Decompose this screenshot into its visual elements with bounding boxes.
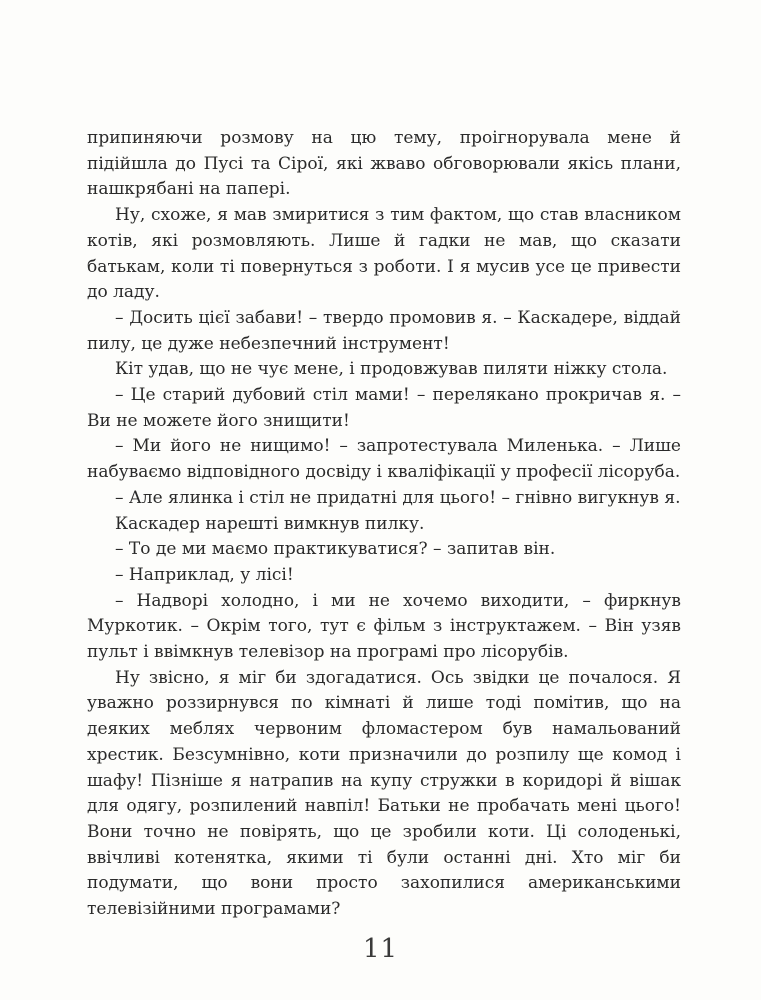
page-number: 11 [362,934,399,964]
paragraph-10: – Наприклад, у лісі! [115,564,294,585]
paragraph-2: Ну, схоже, я мав змиритися з тим фактом, що став власником котів, які розмовляють. Лише й гадки не мав, що сказати батькам, коли ті повернуться з роботи. І я мусив усе це привести до ладу. [87,205,681,303]
paragraph-5: – Це старий дубовий стіл мами! – перелякано прокричав я. – Ви не можете його знищити! [87,385,681,431]
paragraph-9: – То де ми маємо практикуватися? – запитав він. [115,539,556,560]
paragraph-4: Кіт удав, що не чує мене, і продовжував пиляти ніжку стола. [115,359,668,380]
paragraph-3: – Досить цієї забави! – твердо промовив я. – Каскадере, віддай пилу, це дуже небезпечний інструмент! [87,307,681,354]
body-text [87,126,681,923]
paragraph-6: – Ми його не нищимо! – запротестувала Миленька. – Лише набуваємо відповідного досвіду і кваліфікації у професії лісоруба. [87,436,681,483]
paragraph-1: припиняючи розмову на цю тему, проігнорувала мене й підійшла до Пусі та Сірої, які жваво обговорювали якісь плани, нашкрябані на папері. [87,128,681,200]
paragraph-12: Ну звісно, я міг би здогадатися. Ось звідки це почалося. Я уважно роззирнувся по кімнаті й лише тоді помітив, що на деяких меблях червоним фломастером був намальований хрестик. Безсумнівно, коти призначили до розпилу ще комод і шафу! Пізніше я натрапив на купу стружки в коридорі й вішак для одягу, розпилений навпіл! Батьки не пробачать мені цього! Вони точно не повірять, що це зробили коти. Ці солоденькі, ввічливі котенятка, якими ті були останні дні. Хто міг би подумати, що вони просто захопилися американськими телевізійними програмами? [87,667,681,920]
paragraph-8: Каскадер нарешті вимкнув пилку. [115,513,425,534]
paragraph-11: – Надворі холодно, і ми не хочемо виходити, – фиркнув Муркотик. – Окрім того, тут є фільм з інструктажем. – Він узяв пульт і ввімкнув телевізор на програмі про лісорубів. [87,590,681,663]
paragraph-7: – Але ялинка і стіл не придатні для цього! – гнівно вигукнув я. [115,487,681,508]
